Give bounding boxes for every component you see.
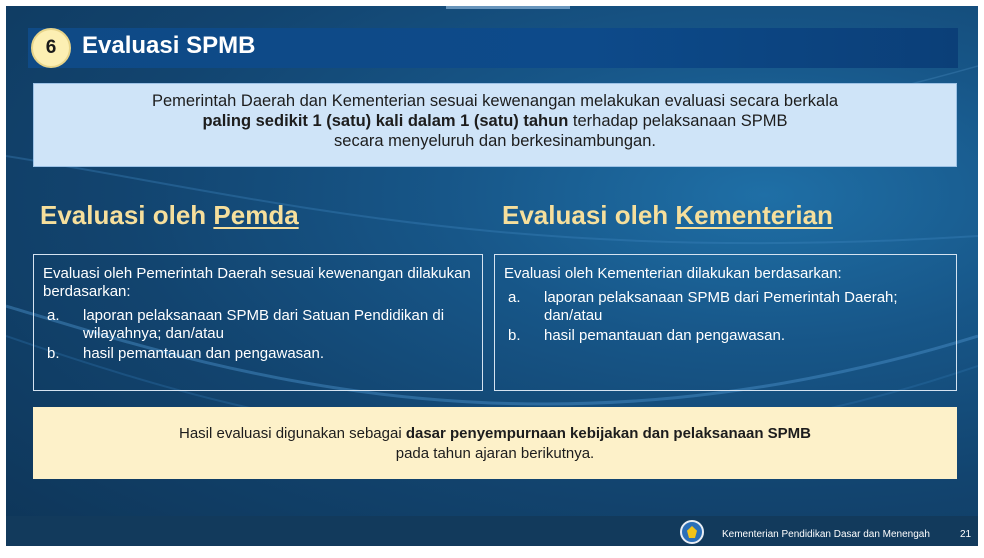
pemda-heading [40, 200, 299, 231]
page-number: 21 [960, 529, 972, 540]
pemda-heading-prefix: Evaluasi oleh [40, 200, 214, 230]
kementerian-lead: Evaluasi oleh Kementerian dilakukan berdasarkan: [504, 265, 842, 282]
result-line-1 [33, 424, 957, 444]
intro-box [33, 83, 957, 167]
list-item-text: laporan pelaksanaan SPMB dari Pemerintah Daerah; dan/atau [544, 289, 898, 324]
intro-line-3: secara menyeluruh dan berkesinambungan. [334, 132, 656, 150]
page-title: Evaluasi SPMB [82, 32, 256, 59]
result-bold: dasar penyempurnaan kebijakan dan pelaksanaan SPMB [405, 425, 811, 442]
kementerian-heading-underlined: Kementerian [675, 200, 833, 230]
kementerian-box [494, 254, 957, 391]
pemda-box [33, 254, 483, 391]
list-item-text: hasil pemantauan dan pengawasan. [83, 345, 325, 362]
list-marker: a. [508, 289, 521, 306]
kementerian-heading [502, 200, 833, 231]
list-item [43, 345, 472, 363]
intro-line-1: Pemerintah Daerah dan Kementerian sesuai kewenangan melakukan evaluasi secara berkala [151, 92, 839, 110]
list-marker: b. [47, 345, 60, 362]
top-accent-bar [446, 6, 570, 9]
list-item [504, 327, 946, 345]
list-item-text: laporan pelaksanaan SPMB dari Satuan Pendidikan di wilayahnya; dan/atau [83, 307, 445, 342]
section-number-badge: 6 [31, 28, 71, 68]
pemda-heading-underlined: Pemda [213, 200, 299, 230]
intro-line-2-bold: paling sedikit 1 (satu) kali dalam 1 (satu) tahun [202, 112, 569, 130]
list-item [504, 289, 946, 325]
intro-line-2-rest: terhadap pelaksanaan SPMB [568, 112, 788, 130]
pemda-lead: Evaluasi oleh Pemerintah Daerah sesuai kewenangan dilakukan berdasarkan: [43, 265, 471, 300]
result-box [33, 407, 957, 479]
list-item [43, 307, 472, 343]
kementerian-heading-prefix: Evaluasi oleh [502, 200, 676, 230]
result-line-2: pada tahun ajaran berikutnya. [395, 445, 595, 462]
list-item-text: hasil pemantauan dan pengawasan. [544, 327, 786, 344]
list-marker: a. [47, 307, 60, 324]
intro-line-2 [34, 111, 956, 131]
list-marker: b. [508, 327, 521, 344]
kementerian-list [504, 289, 946, 345]
result-prefix: Hasil evaluasi digunakan sebagai [179, 425, 406, 442]
slide [6, 6, 978, 546]
footer-ministry-name: Kementerian Pendidikan Dasar dan Menengah [722, 529, 930, 540]
pemda-list [43, 307, 472, 363]
ministry-logo-icon [680, 520, 704, 544]
